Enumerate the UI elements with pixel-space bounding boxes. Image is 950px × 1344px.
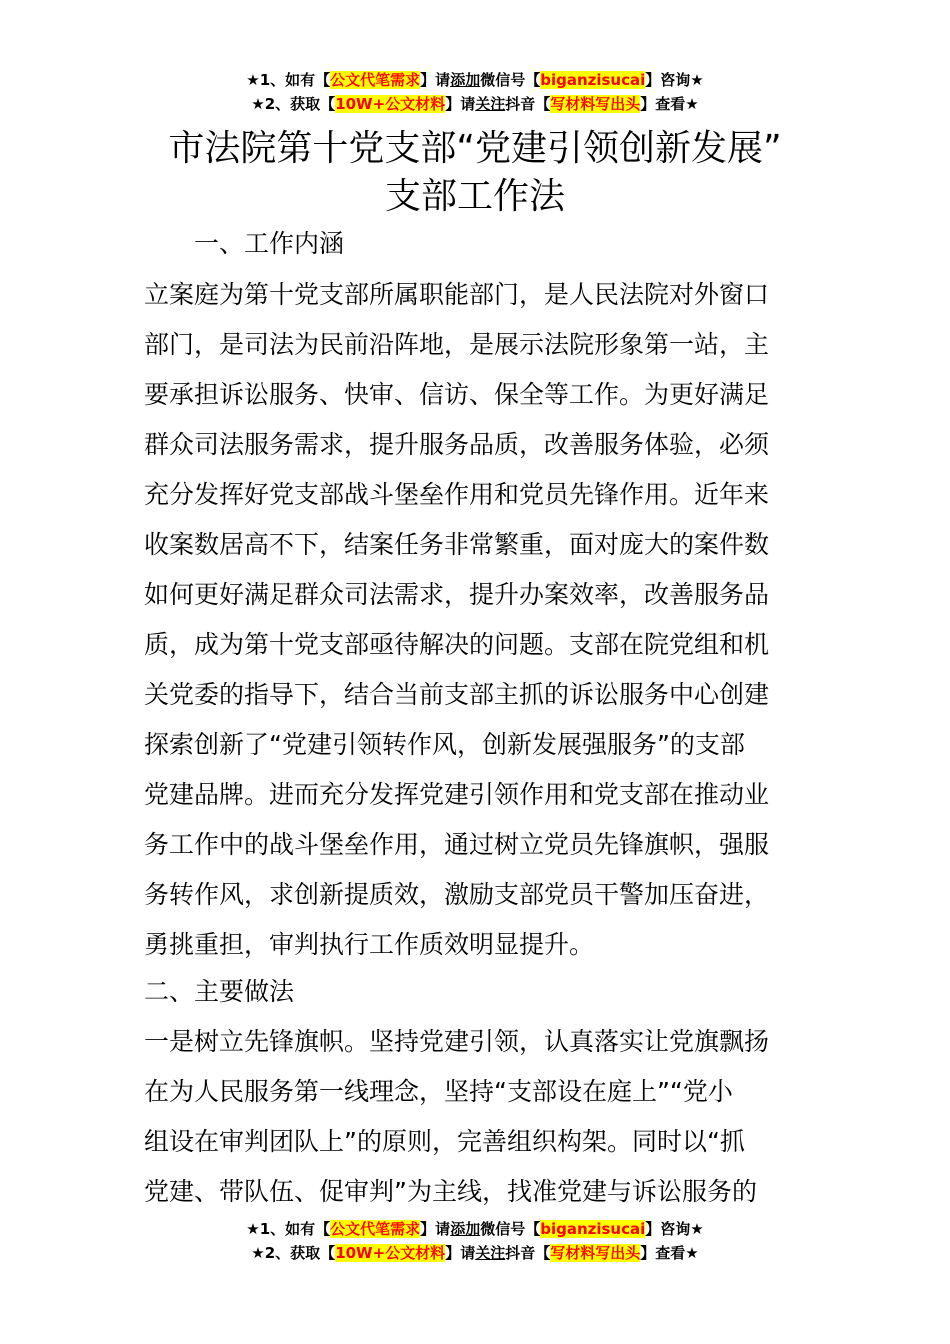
banner-text: 】请 bbox=[420, 1220, 451, 1238]
banner-text: 抖音【 bbox=[505, 95, 551, 113]
header-banner bbox=[0, 68, 950, 116]
paragraph-line: 关党委的指导下，结合当前支部主抓的诉讼服务中心创建 bbox=[144, 680, 770, 709]
document-title-line-2: 支部工作法 bbox=[384, 176, 565, 217]
paragraph-line: 质，成为第十党支部亟待解决的问题。支部在院党组和机 bbox=[144, 630, 770, 659]
paragraph-line: 党建、带队伍、促审判”为主线，找准党建与诉讼服务的 bbox=[144, 1177, 757, 1206]
paragraph-line: 党建品牌。进而充分发挥党建引领作用和党支部在推动业 bbox=[144, 780, 770, 809]
paragraph-line: 务转作风，求创新提质效，激励支部党员干警加压奋进， bbox=[144, 880, 770, 909]
section-heading-1: 一、工作内涵 bbox=[194, 229, 345, 258]
banner-text: ★1、如有【 bbox=[246, 71, 331, 89]
paragraph-line: 充分发挥好党支部战斗堡垒作用和党员先锋作用。近年来 bbox=[144, 480, 770, 509]
paragraph-line: 勇挑重担，审判执行工作质效明显提升。 bbox=[144, 930, 595, 959]
highlight-text: biganzisucai bbox=[540, 1220, 646, 1238]
paragraph-line: 如何更好满足群众司法需求，提升办案效率，改善服务品 bbox=[144, 580, 770, 609]
underlined-text: 关注 bbox=[475, 95, 506, 113]
banner-line-2 bbox=[0, 1241, 950, 1265]
section-1-paragraph bbox=[144, 270, 806, 970]
section-heading-2: 二、主要做法 bbox=[144, 977, 295, 1006]
banner-text: 】请 bbox=[445, 1244, 476, 1262]
paragraph-line: 组设在审判团队上”的原则，完善组织构架。同时以“抓 bbox=[144, 1127, 745, 1156]
banner-line-2 bbox=[0, 92, 950, 116]
banner-text: 抖音【 bbox=[505, 1244, 551, 1262]
banner-text: 】查看★ bbox=[640, 95, 699, 113]
paragraph-line: 立案庭为第十党支部所属职能部门，是人民法院对外窗口 bbox=[144, 280, 770, 309]
banner-text: ★1、如有【 bbox=[246, 1220, 331, 1238]
underlined-text: 关注 bbox=[475, 1244, 506, 1262]
paragraph-line: 在为人民服务第一线理念，坚持“支部设在庭上”“党小 bbox=[144, 1077, 733, 1106]
banner-text: 】请 bbox=[420, 71, 451, 89]
banner-text: 微信号【 bbox=[480, 1220, 541, 1238]
banner-text: 】咨询★ bbox=[645, 71, 704, 89]
highlight-text: biganzisucai bbox=[540, 71, 646, 89]
highlight-text: 写材料写出头 bbox=[550, 95, 641, 113]
paragraph-line: 务工作中的战斗堡垒作用，通过树立党员先锋旗帜，强服 bbox=[144, 830, 770, 859]
highlight-text: 10W+公文材料 bbox=[335, 1244, 446, 1262]
banner-text: ★2、获取【 bbox=[251, 1244, 336, 1262]
highlight-text: 公文代笔需求 bbox=[330, 71, 421, 89]
paragraph-line: 收案数居高不下，结案任务非常繁重，面对庞大的案件数 bbox=[144, 530, 770, 559]
paragraph-line: 探索创新了“党建引领转作风，创新发展强服务”的支部 bbox=[144, 730, 745, 759]
document-title-line-1: 市法院第十党支部“党建引领创新发展” bbox=[168, 128, 782, 169]
banner-text: ★2、获取【 bbox=[251, 95, 336, 113]
section-2-paragraph bbox=[144, 1017, 806, 1217]
underlined-text: 添加 bbox=[450, 71, 481, 89]
banner-text: 】请 bbox=[445, 95, 476, 113]
footer-banner bbox=[0, 1217, 950, 1265]
banner-line-1 bbox=[0, 1217, 950, 1241]
paragraph-line: 部门，是司法为民前沿阵地，是展示法院形象第一站，主 bbox=[144, 330, 770, 359]
underlined-text: 添加 bbox=[450, 1220, 481, 1238]
paragraph-line: 一是树立先锋旗帜。坚持党建引领，认真落实让党旗飘扬 bbox=[144, 1027, 770, 1056]
highlight-text: 写材料写出头 bbox=[550, 1244, 641, 1262]
paragraph-line: 群众司法服务需求，提升服务品质，改善服务体验，必须 bbox=[144, 430, 770, 459]
highlight-text: 10W+公文材料 bbox=[335, 95, 446, 113]
banner-text: 】查看★ bbox=[640, 1244, 699, 1262]
banner-line-1 bbox=[0, 68, 950, 92]
highlight-text: 公文代笔需求 bbox=[330, 1220, 421, 1238]
paragraph-line: 要承担诉讼服务、快审、信访、保全等工作。为更好满足 bbox=[144, 380, 770, 409]
banner-text: 微信号【 bbox=[480, 71, 541, 89]
banner-text: 】咨询★ bbox=[645, 1220, 704, 1238]
